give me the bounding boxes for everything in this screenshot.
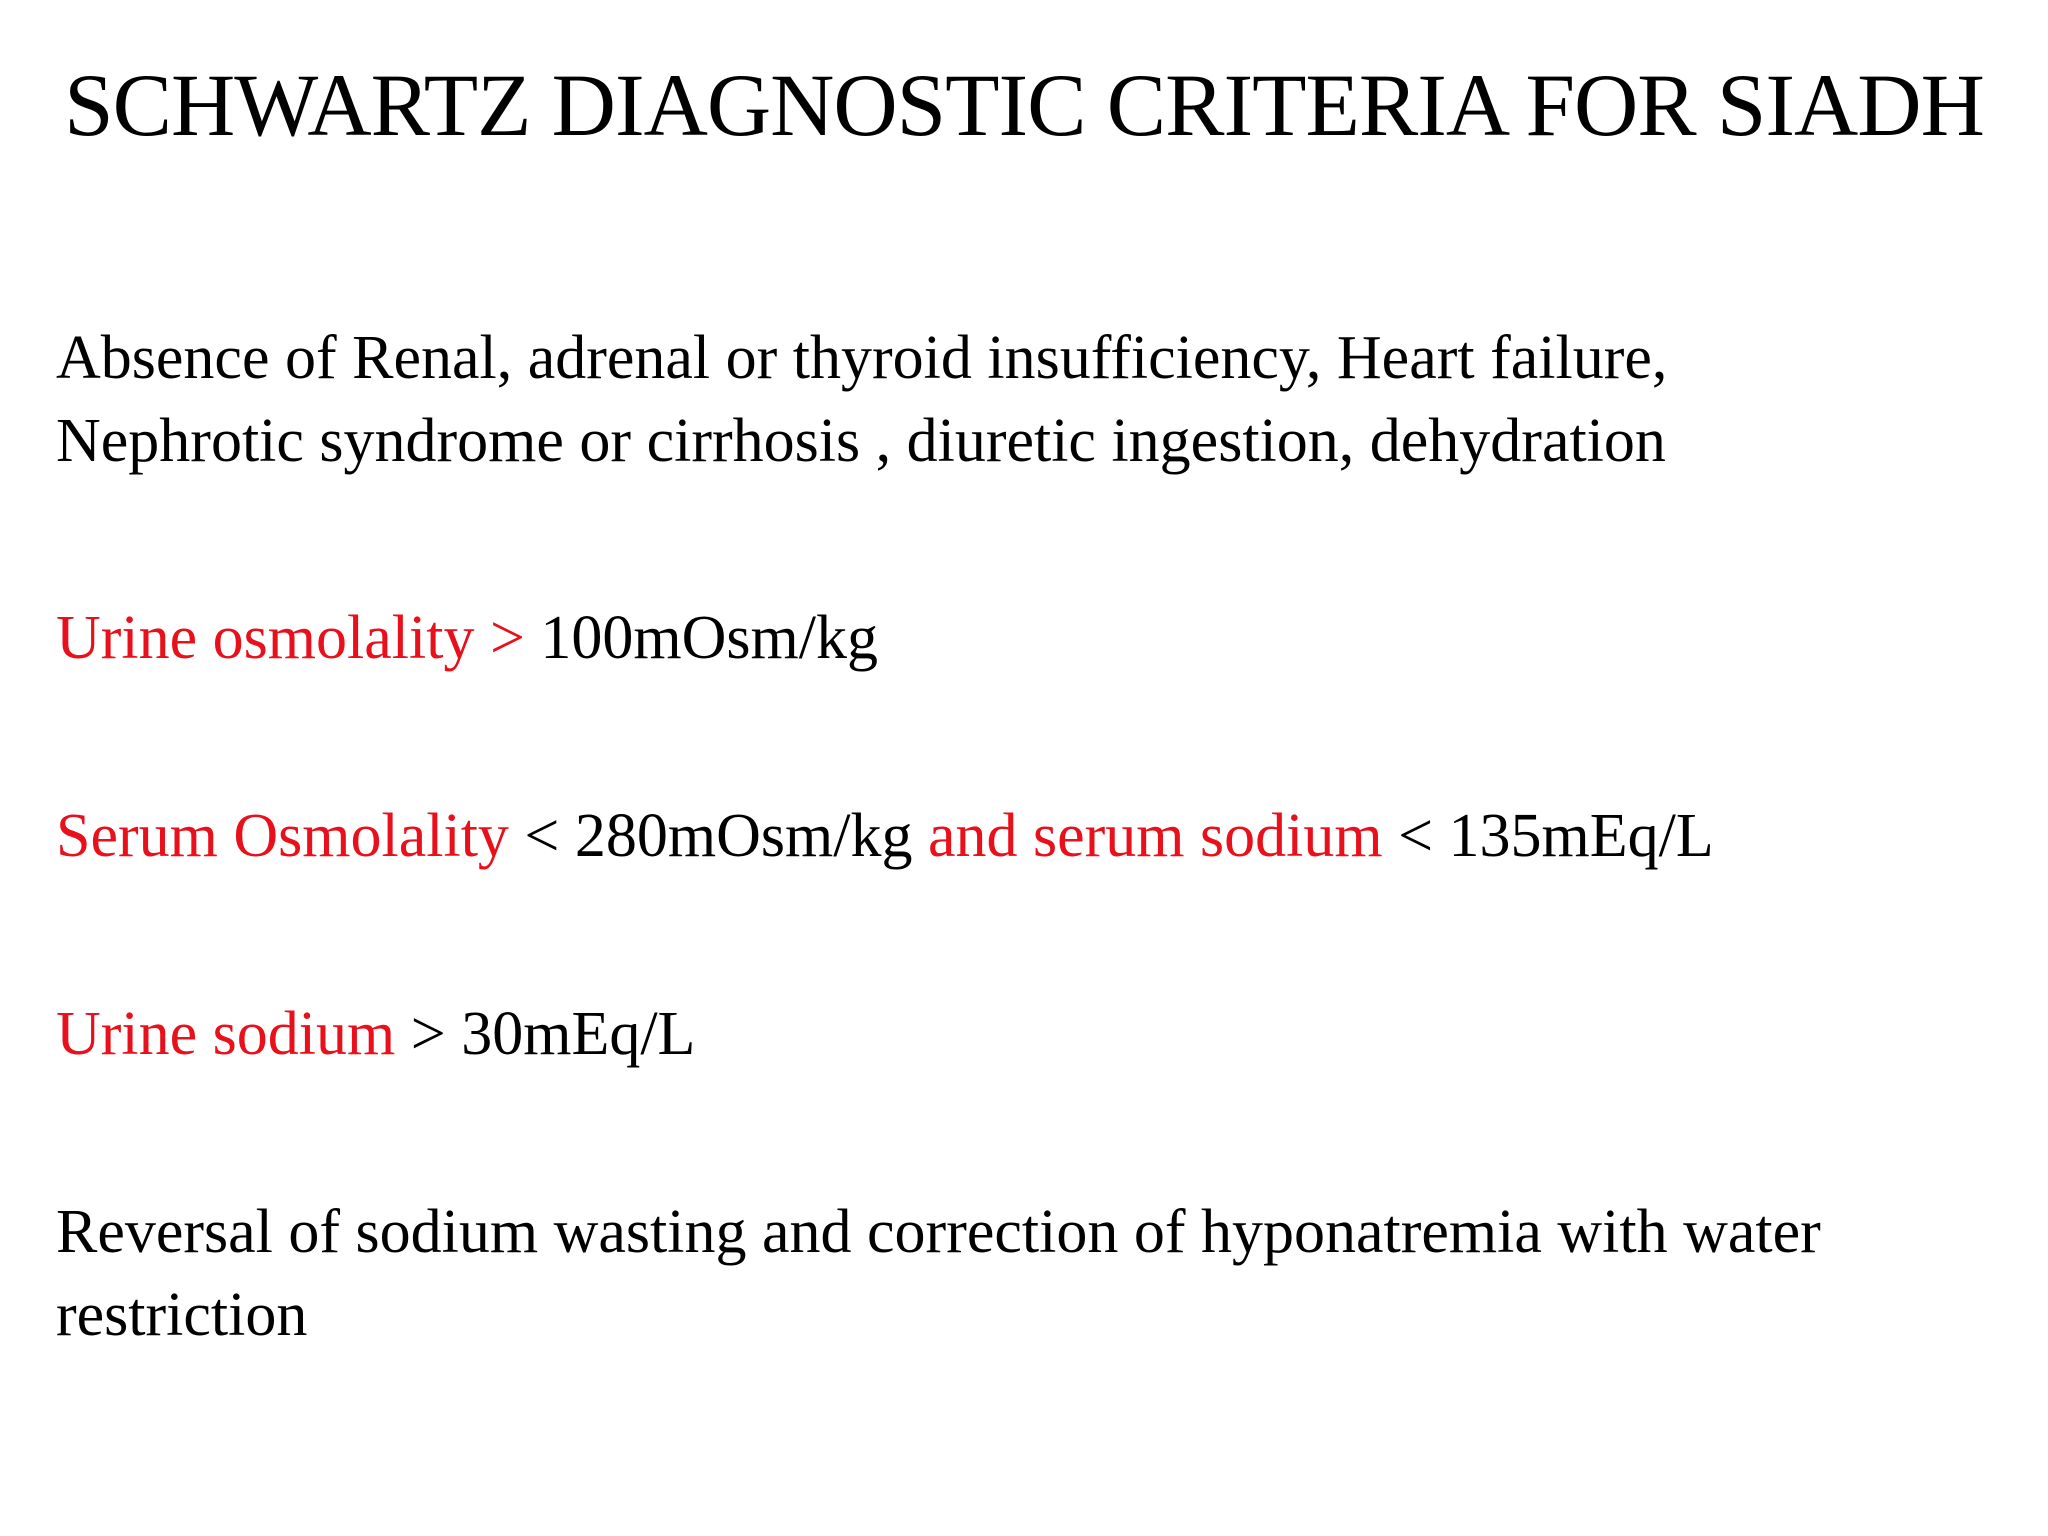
criterion-serum-osmolality-label: Serum Osmolality	[56, 802, 509, 870]
criterion-serum-osmolality-value: < 280mOsm/kg	[508, 802, 928, 870]
criterion-urine-osmolality	[56, 597, 2016, 680]
criterion-urine-osmolality-label: Urine osmolality >	[56, 604, 525, 672]
criterion-urine-sodium-value: > 30mEq/L	[395, 1000, 696, 1068]
criterion-serum-sodium-label: and serum sodium	[927, 802, 1383, 870]
criterion-reversal-line-2: restriction	[56, 1281, 308, 1349]
criterion-serum-sodium-value: < 135mEq/L	[1382, 802, 1714, 870]
criterion-urine-sodium	[56, 993, 2016, 1076]
slide-title: SCHWARTZ DIAGNOSTIC CRITERIA FOR SIADH	[64, 57, 1984, 155]
criterion-reversal-line-1: Reversal of sodium wasting and correction of hyponatremia with water	[56, 1198, 1821, 1266]
criterion-urine-sodium-label: Urine sodium	[56, 1000, 396, 1068]
criterion-serum-osmolality	[56, 795, 2016, 878]
criterion-reversal	[56, 1191, 2016, 1357]
criterion-exclusions-line-2: Nephrotic syndrome or cirrhosis , diuretic ingestion, dehydration	[56, 407, 1666, 475]
criterion-exclusions-line-1: Absence of Renal, adrenal or thyroid insufficiency, Heart failure,	[56, 324, 1668, 392]
criterion-urine-osmolality-value: 100mOsm/kg	[524, 604, 878, 672]
criterion-exclusions	[56, 317, 2016, 483]
